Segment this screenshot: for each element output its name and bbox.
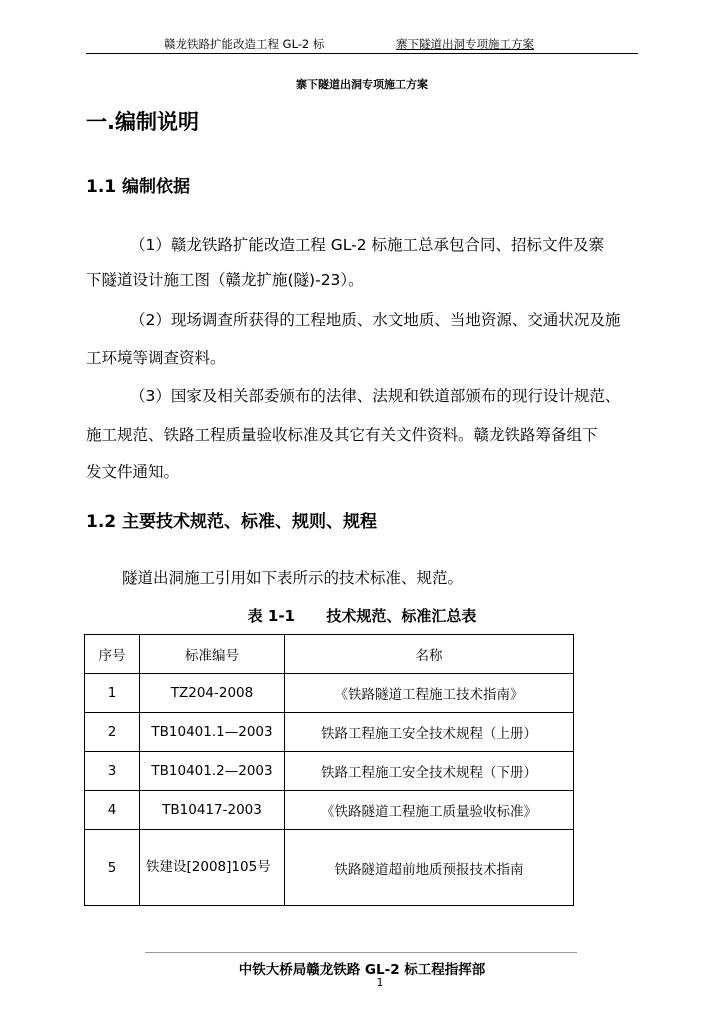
document-title: 寨下隧道出洞专项施工方案	[296, 78, 428, 91]
cell-index: 1	[85, 674, 140, 713]
paragraph-line: （1）赣龙铁路扩能改造工程 GL-2 标施工总承包合同、招标文件及寨	[130, 236, 605, 254]
running-header-plan-title: 寨下隧道出洞专项施工方案	[396, 37, 534, 51]
footer-organization: 中铁大桥局赣龙铁路 GL-2 标工程指挥部	[238, 962, 486, 978]
footer-divider	[145, 952, 577, 953]
cell-name: 铁路工程施工安全技术规程（上册）	[285, 713, 574, 752]
cell-index: 3	[85, 752, 140, 791]
cell-name: 《铁路隧道工程施工技术指南》	[285, 674, 574, 713]
cell-name: 铁路工程施工安全技术规程（下册）	[285, 752, 574, 791]
cell-code: TB10417-2003	[140, 791, 285, 830]
cell-code: TB10401.2—2003	[140, 752, 285, 791]
section-heading-1-1: 1.1 编制依据	[86, 177, 191, 197]
cell-index: 5	[85, 830, 140, 906]
cell-name: 《铁路隧道工程施工质量验收标准》	[285, 791, 574, 830]
cell-index: 4	[85, 791, 140, 830]
section-heading-1: 一.编制说明	[86, 110, 199, 134]
cell-index: 2	[85, 713, 140, 752]
table-caption: 表 1-1 技术规范、标准汇总表	[247, 607, 477, 625]
cell-name: 铁路隧道超前地质预报技术指南	[285, 830, 574, 906]
cell-code: TB10401.1—2003	[140, 713, 285, 752]
page-number: 1	[376, 976, 384, 989]
table-row	[85, 752, 574, 791]
table-row	[85, 791, 574, 830]
header-cell-name: 名称	[285, 635, 574, 674]
table-intro-text: 隧道出洞施工引用如下表所示的技术标准、规范。	[122, 569, 464, 587]
paragraph-line: 工环境等调查资料。	[86, 349, 226, 367]
cell-code: 铁建设[2008]105号	[140, 830, 285, 906]
header-cell-index: 序号	[85, 635, 140, 674]
paragraph-line: （3）国家及相关部委颁布的法律、法规和铁道部颁布的现行设计规范、	[130, 387, 621, 405]
running-header	[86, 36, 638, 54]
paragraph-line: 施工规范、铁路工程质量验收标准及其它有关文件资料。赣龙铁路筹备组下	[86, 426, 598, 444]
table-header-row	[85, 635, 574, 674]
table-row	[85, 674, 574, 713]
table-row	[85, 830, 574, 906]
running-header-project: 赣龙铁路扩能改造工程 GL-2 标	[164, 37, 325, 51]
paragraph-line: （2）现场调查所获得的工程地质、水文地质、当地资源、交通状况及施	[130, 311, 621, 329]
section-heading-1-2: 1.2 主要技术规范、标准、规则、规程	[86, 512, 378, 532]
paragraph-line: 发文件通知。	[86, 463, 180, 481]
paragraph-line: 下隧道设计施工图（赣龙扩施(隧)-23）。	[86, 271, 364, 289]
header-cell-code: 标准编号	[140, 635, 285, 674]
table-row	[85, 713, 574, 752]
standards-table	[84, 634, 574, 906]
cell-code: TZ204-2008	[140, 674, 285, 713]
